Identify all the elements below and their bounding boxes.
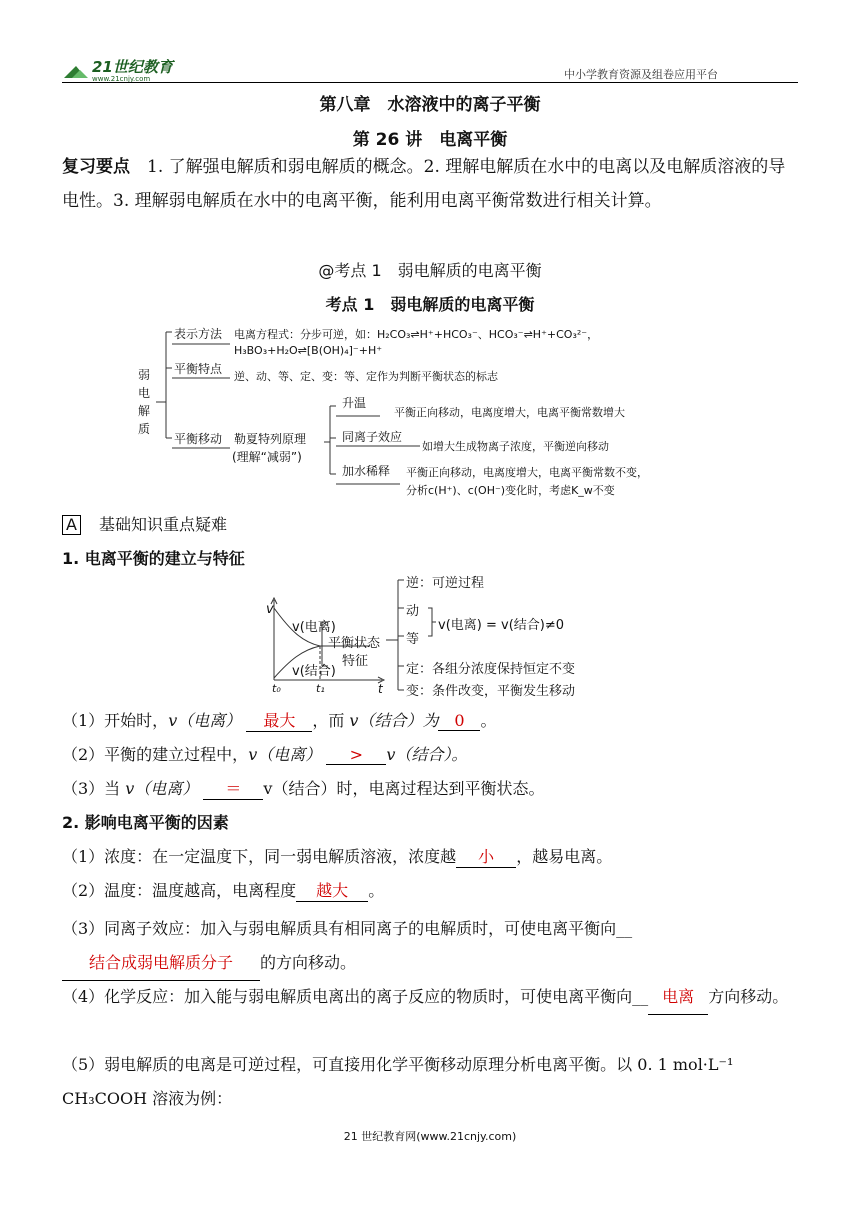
map-dilute-text-a: 平衡正向移动，电离度增大，电离平衡常数不变， (406, 466, 648, 479)
s2-q5: （5）弱电解质的电离是可逆过程，可直接用化学平衡移动原理分析电离平衡。以 0. 1 mol·L⁻¹ CH₃COOH 溶液为例： (62, 1055, 734, 1108)
graph-t: t (378, 682, 383, 696)
s1-q3: （3）当 v（电离） ＝ v（结合）时，电离过程达到平衡状态。 (62, 776, 544, 800)
s1-q1-answer1: 最大 (246, 708, 312, 732)
footer: 21 世纪教育网(www.21cnjy.com) (343, 1130, 517, 1143)
s2-q4: （4）化学反应：加入能与弱电解质电离出的离子反应的物质时，可使电离平衡向__ 电离 方向移动。 (62, 980, 802, 1015)
s1-q1-answer2: 0 (438, 711, 480, 731)
lecture-title: 第 26 讲 电离平衡 (352, 130, 508, 150)
logo (62, 56, 222, 82)
graph-v-comb: v(结合) (292, 664, 336, 679)
s1-q2: （2）平衡的建立过程中，v（电离） > v（结合）。 (62, 745, 468, 764)
feature-bian: 变：条件改变，平衡发生移动 (406, 684, 576, 699)
graph-v-label: v (266, 602, 274, 617)
map-dilute-text-b: 分析c(H⁺)、c(OH⁻)变化时，考虑K_w不变 (406, 484, 615, 497)
map-dilute: 加水稀释 (342, 464, 391, 478)
header-divider (62, 82, 798, 83)
concept-map (130, 322, 730, 500)
logo-sub: www.21cnjy.com (92, 75, 151, 82)
s1-q2-answer: > (326, 745, 386, 765)
s2-q3: （3）同离子效应：加入与弱电解质具有相同离子的电解质时，可使电离平衡向__结合成弱电解质分子 的方向移动。 (62, 912, 802, 981)
map-heat: 升温 (342, 396, 367, 410)
map-method-text-a: 电离方程式：分步可逆，如：H₂CO₃⇌H⁺+HCO₃⁻、HCO₃⁻⇌H⁺+CO₃²⁻， (234, 328, 599, 341)
graph-t1: t₁ (316, 682, 325, 695)
map-branch-method: 表示方法 (174, 327, 223, 341)
s2-q2: （2）温度：温度越高，电离程度 越大 。 (62, 878, 384, 902)
feature-ding: 定：各组分浓度保持恒定不变 (406, 662, 576, 677)
graph-t0: t₀ (272, 682, 281, 695)
rate-time-graph (260, 570, 620, 700)
platform-label: 中小学教育资源及组卷应用平台 (564, 68, 718, 81)
s2-title: 2. 影响电离平衡的因素 (62, 813, 229, 832)
feature-dong: 动 (406, 604, 420, 619)
s2-q3-answer: 结合成弱电解质分子 (62, 946, 260, 981)
section-a-box: A (62, 515, 81, 535)
section-a-heading (62, 512, 227, 535)
map-common-ion-text: 如增大生成物离子浓度，平衡逆向移动 (422, 440, 609, 453)
s2-q2-answer: 越大 (296, 878, 368, 902)
map-method-text-b: H₃BO₃+H₂O⇌[B(OH)₄]⁻+H⁺ (234, 344, 383, 357)
map-root: 弱 电 解 质 (137, 368, 150, 436)
logo-icon (62, 56, 222, 82)
s1-title: 1. 电离平衡的建立与特征 (62, 549, 245, 568)
graph-v-ion: v(电离) (292, 620, 336, 635)
feature-ni: 逆：可逆过程 (406, 576, 485, 591)
feature-eq: v(电离) = v(结合)≠0 (438, 618, 564, 633)
graph-feature: 特征 (342, 654, 369, 669)
kaodian-heading: 考点 1 弱电解质的电离平衡 (325, 295, 535, 314)
graph-eq-state: 平衡状态 (328, 636, 381, 651)
s2-q1: （1）浓度：在一定温度下，同一弱电解质溶液，浓度越 小 ，越易电离。 (62, 844, 612, 868)
map-branch-feature: 平衡特点 (174, 362, 223, 376)
map-heat-text: 平衡正向移动，电离度增大，电离平衡常数增大 (394, 406, 625, 419)
review-paragraph (62, 150, 802, 218)
s1-q3-answer: ＝ (203, 776, 263, 800)
section-a-text: 基础知识重点疑难 (98, 515, 227, 534)
kaodian-at-heading: @考点 1 弱电解质的电离平衡 (318, 261, 542, 280)
map-common-ion: 同离子效应 (342, 430, 403, 444)
map-lechatelier-note: (理解“减弱”) (232, 450, 302, 464)
map-feature-text: 逆、动、等、定、变：等、定作为判断平衡状态的标志 (234, 370, 498, 383)
map-branch-shift: 平衡移动 (174, 432, 223, 446)
feature-deng: 等 (406, 632, 420, 647)
s1-q1: （1）开始时，v（电离） 最大 ，而 v（结合）为 0 。 (62, 708, 496, 732)
review-label: 复习要点 (62, 157, 130, 177)
map-lechatelier: 勒夏特列原理 (234, 432, 307, 446)
logo-text: 21世纪教育 (92, 58, 173, 76)
chapter-title: 第八章 水溶液中的离子平衡 (319, 95, 541, 115)
s2-q1-answer: 小 (456, 844, 516, 868)
review-text: 1. 了解强电解质和弱电解质的概念。2. 理解电解质在水中的电离以及电解质溶液的导电性。3. 理解弱电解质在水中的电离平衡，能利用电离平衡常数进行相关计算。 (62, 157, 786, 211)
s2-q4-answer: 电离 (648, 980, 708, 1015)
